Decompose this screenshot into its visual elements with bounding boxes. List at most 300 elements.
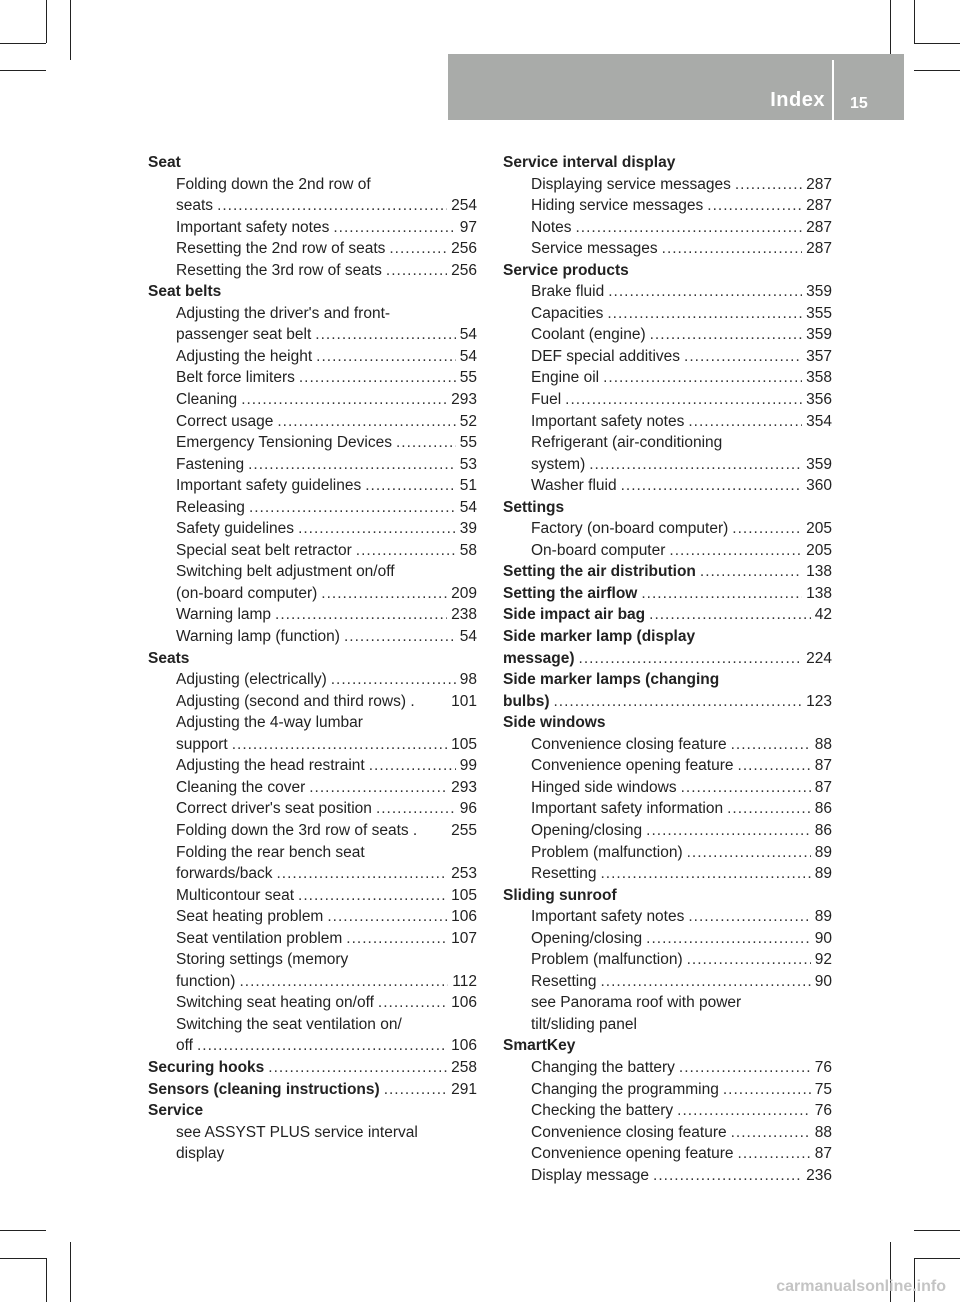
- index-entry-text: Seat ventilation problem: [176, 929, 343, 947]
- index-entry-page: 98: [459, 671, 477, 689]
- index-entry-text: Resetting the 3rd row of seats: [176, 261, 382, 279]
- index-entry-text: Convenience closing feature: [531, 1123, 727, 1141]
- index-entry-text: Seat belts: [148, 283, 222, 301]
- dot-leader: [277, 411, 455, 433]
- dot-leader: [249, 497, 456, 519]
- dot-leader: [700, 561, 802, 583]
- index-entry-text: Folding the rear bench seat: [176, 843, 365, 861]
- dot-leader: [681, 777, 811, 799]
- index-entry-page: 256: [451, 261, 477, 279]
- dot-leader: [299, 367, 456, 389]
- index-entry: [503, 454, 832, 476]
- index-entry: [503, 712, 832, 734]
- index-entry-page: 357: [806, 347, 832, 365]
- index-entry: [148, 626, 477, 648]
- index-entry-text: On-board computer: [531, 541, 666, 559]
- index-entry-page: 255: [451, 821, 477, 839]
- index-entry-page: 256: [451, 240, 477, 258]
- index-entry-text: see Panorama roof with power: [531, 994, 742, 1012]
- index-entry-text: Important safety notes: [531, 908, 685, 926]
- index-entry: [148, 1100, 477, 1122]
- index-entry-text: Checking the battery: [531, 1102, 674, 1120]
- index-entry-text: Adjusting the height: [176, 347, 313, 365]
- index-entry-text: Service products: [503, 261, 629, 279]
- index-entry-text: Setting the air distribution: [503, 563, 696, 581]
- index-entry-text: Adjusting the 4-way lumbar: [176, 714, 363, 732]
- index-entry-page: 123: [806, 692, 832, 710]
- dot-leader: [687, 842, 811, 864]
- crop-mark: [46, 1258, 47, 1302]
- index-entry: [148, 885, 477, 907]
- dot-leader: [239, 971, 448, 993]
- index-entry-page: 359: [806, 283, 832, 301]
- index-entry-page: 205: [806, 520, 832, 538]
- index-entry-page: 354: [806, 412, 832, 430]
- index-entry: [503, 497, 832, 519]
- index-entry-text: Service messages: [531, 240, 658, 258]
- index-entry-text: support: [176, 735, 228, 753]
- dot-leader: [679, 1057, 811, 1079]
- index-entry-text: Problem (malfunction): [531, 951, 683, 969]
- dot-leader: [327, 906, 447, 928]
- index-entry-text: Setting the airflow: [503, 584, 638, 602]
- index-entry: [148, 389, 477, 411]
- index-entry-page: 90: [814, 929, 832, 947]
- index-entry-page: 76: [814, 1102, 832, 1120]
- page-title: Index: [770, 89, 825, 111]
- index-entry: [503, 475, 832, 497]
- dot-leader: [662, 238, 802, 260]
- index-entry: [503, 949, 832, 971]
- index-entry: [503, 540, 832, 562]
- crop-mark: [914, 1258, 960, 1259]
- page-number: 15: [850, 95, 868, 112]
- index-entry-page: 88: [814, 1123, 832, 1141]
- dot-leader: [707, 195, 802, 217]
- dot-leader: [677, 1100, 811, 1122]
- index-entry-text: Special seat belt retractor: [176, 541, 352, 559]
- index-entry: [503, 1143, 832, 1165]
- index-entry-text: display: [176, 1145, 225, 1163]
- dot-leader: [386, 260, 447, 282]
- index-entry-text: SmartKey: [503, 1037, 576, 1055]
- index-entry: [148, 820, 477, 842]
- index-entry: [503, 820, 832, 842]
- index-entry: [503, 885, 832, 907]
- index-entry-page: 54: [459, 628, 477, 646]
- index-entry: [148, 863, 477, 885]
- index-entry-page: 138: [806, 584, 832, 602]
- index-column-left: [148, 152, 477, 1165]
- index-entry-text: Resetting: [531, 865, 597, 883]
- index-entry-text: Important safety guidelines: [176, 477, 362, 495]
- index-entry: [503, 604, 832, 626]
- dot-leader: [621, 475, 803, 497]
- index-entry-text: function): [176, 972, 236, 990]
- dot-leader: [723, 1079, 811, 1101]
- index-entry: [503, 1057, 832, 1079]
- index-entry-page: 52: [459, 412, 477, 430]
- dot-leader: [248, 454, 456, 476]
- index-entry-page: 138: [806, 563, 832, 581]
- index-entry: [503, 152, 832, 174]
- index-entry-page: 55: [459, 434, 477, 452]
- dot-leader: [331, 669, 456, 691]
- dot-leader: [298, 885, 447, 907]
- index-entry: [148, 1035, 477, 1057]
- index-entry-text: off: [176, 1037, 193, 1055]
- index-entry-text: Opening/closing: [531, 929, 643, 947]
- index-entry-page: 86: [814, 821, 832, 839]
- index-entry: [148, 755, 477, 777]
- dot-leader: [579, 648, 803, 670]
- dot-leader: [276, 863, 447, 885]
- dot-leader: [369, 755, 456, 777]
- index-entry-text: Seat heating problem: [176, 908, 324, 926]
- crop-mark: [46, 0, 47, 43]
- index-entry-text: Fuel: [531, 391, 562, 409]
- index-entry-page: 42: [814, 606, 832, 624]
- index-entry-text: Adjusting the driver's and front-: [176, 304, 391, 322]
- index-entry-text: Brake fluid: [531, 283, 605, 301]
- index-entry-text: Important safety notes: [531, 412, 685, 430]
- index-entry: [503, 1165, 832, 1187]
- index-entry-text: Coolant (engine): [531, 326, 646, 344]
- index-entry: [503, 928, 832, 950]
- crop-mark: [914, 0, 915, 43]
- crop-mark: [70, 1242, 71, 1302]
- index-entry: [148, 604, 477, 626]
- index-entry-page: 76: [814, 1058, 832, 1076]
- index-entry: [503, 174, 832, 196]
- index-entry-text: seats: [176, 197, 214, 215]
- index-entry-page: 54: [459, 326, 477, 344]
- index-entry: [503, 1122, 832, 1144]
- index-entry: [503, 777, 832, 799]
- dot-leader: [197, 1035, 447, 1057]
- index-entry-text: Seats: [148, 649, 190, 667]
- index-entry-text: Storing settings (memory: [176, 951, 349, 969]
- index-entry-page: 99: [459, 757, 477, 775]
- index-entry: [503, 583, 832, 605]
- dot-leader: [232, 734, 447, 756]
- index-entry-text: Convenience opening feature: [531, 1145, 734, 1163]
- index-entry: [148, 1079, 477, 1101]
- dot-leader: [687, 949, 811, 971]
- index-entry-page: 55: [459, 369, 477, 387]
- index-entry: [148, 432, 477, 454]
- index-entry-text: Convenience closing feature: [531, 735, 727, 753]
- index-entry-page: 87: [814, 778, 832, 796]
- dot-leader: [344, 626, 456, 648]
- index-entry-text: Important safety notes: [176, 218, 330, 236]
- dot-leader: [275, 604, 447, 626]
- index-entry-page: 224: [806, 649, 832, 667]
- index-entry-page: 105: [451, 735, 477, 753]
- index-entry: [148, 561, 477, 583]
- index-entry-page: 291: [451, 1080, 477, 1098]
- index-entry-text: Factory (on-board computer): [531, 520, 729, 538]
- dot-leader: [346, 928, 447, 950]
- index-entry: [148, 992, 477, 1014]
- index-entry: [148, 152, 477, 174]
- dot-leader: [732, 518, 802, 540]
- index-entry: [148, 1143, 477, 1165]
- index-entry-text: Refrigerant (air-conditioning: [531, 434, 723, 452]
- index-entry-text: Notes: [531, 218, 572, 236]
- index-entry-text: Hiding service messages: [531, 197, 704, 215]
- index-entry-page: 90: [814, 972, 832, 990]
- index-entry: [503, 346, 832, 368]
- index-entry: [503, 303, 832, 325]
- index-entry-text: Sliding sunroof: [503, 886, 617, 904]
- index-entry: [503, 906, 832, 928]
- index-entry-page: 287: [806, 197, 832, 215]
- crop-mark: [70, 0, 71, 60]
- index-entry: [148, 475, 477, 497]
- dot-leader: [321, 583, 447, 605]
- index-entry: [148, 648, 477, 670]
- index-entry-page: 254: [451, 197, 477, 215]
- index-entry: [148, 303, 477, 325]
- header-bar: [448, 54, 904, 120]
- index-entry-text: Display message: [531, 1166, 650, 1184]
- index-entry-text: Securing hooks: [148, 1058, 265, 1076]
- dot-leader: [384, 1079, 447, 1101]
- index-entry-text: message): [503, 649, 575, 667]
- index-entry-text: Warning lamp (function): [176, 628, 340, 646]
- index-entry-text: bulbs): [503, 692, 550, 710]
- index-entry-text: Emergency Tensioning Devices: [176, 434, 392, 452]
- index-entry: [148, 195, 477, 217]
- index-entry-page: 287: [806, 240, 832, 258]
- dot-leader: [649, 604, 811, 626]
- index-entry: [148, 777, 477, 799]
- dot-leader: [727, 798, 811, 820]
- index-entry: [503, 411, 832, 433]
- dot-leader: [309, 777, 447, 799]
- index-entry-text: Switching seat heating on/off: [176, 994, 374, 1012]
- index-entry-page: 106: [451, 994, 477, 1012]
- index-entry: [503, 863, 832, 885]
- index-entry: [148, 734, 477, 756]
- dot-leader: [565, 389, 802, 411]
- index-entry-text: Adjusting (electrically): [176, 671, 327, 689]
- index-entry-text: Important safety information: [531, 800, 724, 818]
- index-entry-text: Resetting: [531, 972, 597, 990]
- index-entry: [148, 906, 477, 928]
- crop-mark: [0, 70, 46, 71]
- index-entry: [148, 217, 477, 239]
- index-entry: [148, 518, 477, 540]
- dot-leader: [688, 906, 810, 928]
- index-entry-text: passenger seat belt: [176, 326, 312, 344]
- index-entry-text: Service interval display: [503, 154, 676, 171]
- index-entry-page: 360: [806, 477, 832, 495]
- index-entry-text: Changing the battery: [531, 1058, 675, 1076]
- index-entry: [148, 174, 477, 196]
- index-entry: [503, 669, 832, 691]
- crop-mark: [0, 1230, 46, 1231]
- index-entry-page: 106: [451, 908, 477, 926]
- index-entry-text: Folding down the 2nd row of: [176, 175, 371, 193]
- index-entry-page: 355: [806, 304, 832, 322]
- dot-leader: [607, 303, 802, 325]
- index-entry-text: Opening/closing: [531, 821, 643, 839]
- index-entry-page: 101: [451, 692, 477, 710]
- dot-leader: [333, 217, 455, 239]
- dot-leader: [316, 346, 456, 368]
- dot-leader: [217, 195, 447, 217]
- index-entry-text: Safety guidelines: [176, 520, 295, 538]
- index-entry: [503, 648, 832, 670]
- dot-leader: [298, 518, 456, 540]
- dot-leader: [600, 971, 810, 993]
- index-entry-page: 58: [459, 541, 477, 559]
- index-entry-text: Correct driver's seat position: [176, 800, 372, 818]
- index-entry: [503, 367, 832, 389]
- index-entry: [148, 281, 477, 303]
- index-entry-page: 54: [459, 498, 477, 516]
- dot-leader: [600, 863, 810, 885]
- index-entry-page: 293: [451, 778, 477, 796]
- index-entry-text: see ASSYST PLUS service interval: [176, 1123, 418, 1141]
- index-entry-page: 89: [814, 865, 832, 883]
- dot-leader: [315, 324, 455, 346]
- index-entry: [148, 324, 477, 346]
- crop-mark: [914, 1230, 960, 1231]
- index-entry: [503, 238, 832, 260]
- index-entry: [148, 691, 477, 713]
- dot-leader: [646, 928, 811, 950]
- dot-leader: [389, 238, 447, 260]
- dot-leader: [650, 324, 803, 346]
- index-entry-text: Fastening: [176, 455, 245, 473]
- index-entry-text: Service: [148, 1102, 204, 1120]
- dot-leader: [603, 367, 802, 389]
- index-entry-page: 75: [814, 1080, 832, 1098]
- index-entry-text: Side impact air bag: [503, 606, 646, 624]
- index-entry: [148, 971, 477, 993]
- index-entry: [148, 583, 477, 605]
- header-divider: [832, 60, 834, 120]
- index-entry: [503, 798, 832, 820]
- dot-leader: [268, 1057, 447, 1079]
- index-entry: [148, 260, 477, 282]
- index-column-right: [503, 152, 832, 1186]
- index-entry-text: forwards/back: [176, 865, 273, 883]
- dot-leader: [589, 454, 802, 476]
- index-entry: [503, 518, 832, 540]
- index-entry-page: 39: [459, 520, 477, 538]
- index-entry-page: 287: [806, 218, 832, 236]
- dot-leader: [608, 281, 802, 303]
- index-entry-text: Side marker lamp (display: [503, 628, 696, 646]
- index-entry-text: Switching belt adjustment on/off: [176, 563, 395, 581]
- index-entry: [503, 389, 832, 411]
- index-entry-text: Correct usage: [176, 412, 274, 430]
- crop-mark: [0, 1258, 46, 1259]
- dot-leader: [365, 475, 456, 497]
- index-entry-text: Displaying service messages: [531, 175, 731, 193]
- dot-leader: [376, 798, 456, 820]
- index-entry: [503, 971, 832, 993]
- index-entry-text: Hinged side windows: [531, 778, 677, 796]
- index-entry-text: Engine oil: [531, 369, 600, 387]
- index-entry-text: tilt/sliding panel: [531, 1015, 637, 1033]
- index-entry-page: 88: [814, 735, 832, 753]
- dot-leader: [669, 540, 802, 562]
- index-entry-page: 53: [459, 455, 477, 473]
- index-entry: [148, 367, 477, 389]
- index-entry: [148, 798, 477, 820]
- index-entry-page: 358: [806, 369, 832, 387]
- dot-leader: [356, 540, 456, 562]
- index-entry: [503, 691, 832, 713]
- index-entry-text: Seat: [148, 154, 181, 171]
- index-entry: [503, 432, 832, 454]
- index-entry: [503, 755, 832, 777]
- crop-mark: [0, 43, 46, 44]
- index-entry-text: Sensors (cleaning instructions): [148, 1080, 380, 1098]
- index-entry-text: Adjusting the head restraint: [176, 757, 365, 775]
- index-entry-text: Multicontour seat: [176, 886, 295, 904]
- index-entry-text: Side marker lamps (changing: [503, 671, 720, 689]
- index-entry: [503, 1014, 832, 1036]
- index-entry-text: Releasing: [176, 498, 245, 516]
- index-entry-page: 51: [459, 477, 477, 495]
- dot-leader: [653, 1165, 802, 1187]
- index-entry-page: 209: [451, 584, 477, 602]
- dot-leader: [241, 389, 447, 411]
- index-entry-text: Belt force limiters: [176, 369, 295, 387]
- dot-leader: [378, 992, 447, 1014]
- dot-leader: [554, 691, 803, 713]
- index-entry-text: Settings: [503, 498, 565, 516]
- index-entry: [503, 561, 832, 583]
- dot-leader: [735, 174, 802, 196]
- index-entry: [148, 1122, 477, 1144]
- index-entry: [148, 411, 477, 433]
- index-entry: [148, 712, 477, 734]
- index-entry: [503, 195, 832, 217]
- index-entry-page: 253: [451, 865, 477, 883]
- index-entry: [148, 949, 477, 971]
- dot-leader: [646, 820, 811, 842]
- index-entry: [503, 626, 832, 648]
- index-entry-text: Washer fluid: [531, 477, 617, 495]
- crop-mark: [914, 43, 960, 44]
- index-entry-text: Changing the programming: [531, 1080, 719, 1098]
- index-entry-page: 258: [451, 1058, 477, 1076]
- index-entry-page: 87: [814, 757, 832, 775]
- index-entry-text: Side windows: [503, 714, 606, 732]
- index-entry: [503, 1035, 832, 1057]
- dot-leader: [684, 346, 802, 368]
- index-entry: [503, 281, 832, 303]
- index-entry: [148, 540, 477, 562]
- dot-leader: [396, 432, 456, 454]
- index-entry-page: 112: [452, 972, 477, 990]
- index-entry-text: Resetting the 2nd row of seats: [176, 240, 386, 258]
- index-entry: [503, 1079, 832, 1101]
- index-entry-page: 92: [814, 951, 832, 969]
- index-entry-page: 236: [806, 1166, 832, 1184]
- index-entry: [503, 1100, 832, 1122]
- index-entry-text: Cleaning: [176, 391, 238, 409]
- index-entry-page: 89: [814, 843, 832, 861]
- index-entry: [148, 346, 477, 368]
